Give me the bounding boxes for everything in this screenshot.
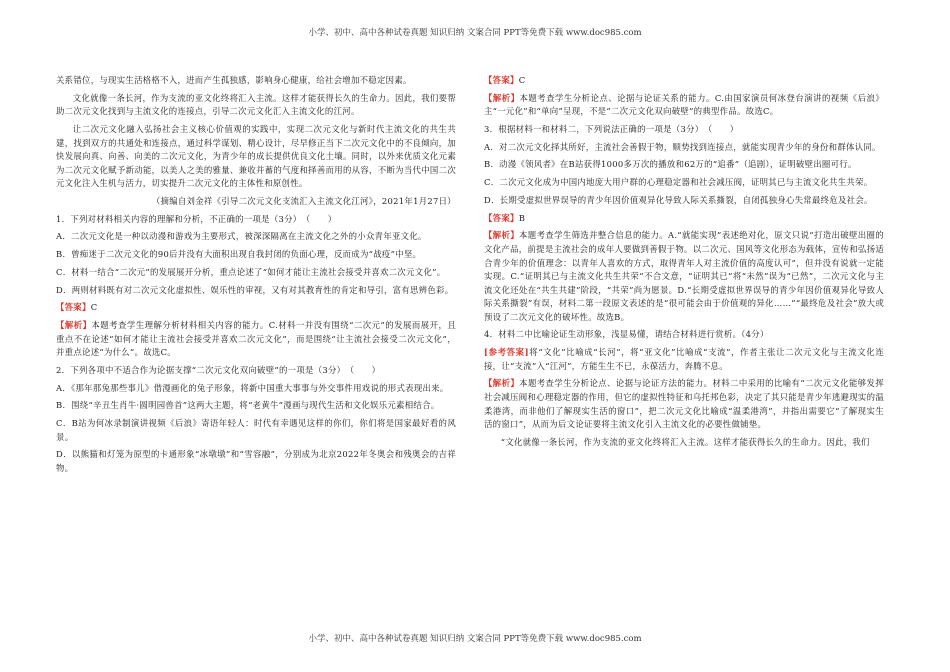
option-1a: A．二次元文化是一种以动漫和游戏为主要形式，被深深隔离在主流文化之外的小众青年亚文化。 — [56, 231, 427, 242]
option-2d: D．以熊猫和灯笼为原型的卡通形象“冰墩墩”和“雪容融”，分别成为北京2022年冬奥会和残奥会的吉祥物。 — [56, 449, 456, 473]
explanation-tag: 【解析】 — [484, 230, 520, 241]
right-column — [484, 74, 884, 454]
option-3a: A．对二次元文化择其所好，主流社会善假于物，顺势找到连接点，就能实现青少年的身份和群体认同。 — [484, 141, 881, 152]
passage-paragraph: 关系错位，与现实生活格格不入，进而产生孤独感，影响身心健康，给社会增加不稳定因素。 — [56, 75, 412, 85]
answer-tag: 【答案】 — [56, 302, 91, 313]
explanation-tag: 【解析】 — [484, 378, 520, 389]
answer-value: B — [518, 212, 526, 223]
option-3c: C．二次元文化成为中国内地庞大用户群的心理稳定器和社会减压阀，证明其已与主流文化共生共荣。 — [484, 177, 873, 188]
explanation-continued: “文化就像一条长河，作为支流的亚文化终将汇入主流。这样才能获得长久的生命力。因此，我们 — [500, 436, 870, 447]
answer-2 — [484, 74, 884, 88]
explanation-text: 本题考查学生分析论点、论据与论证方法的能力。材料二中采用的比喻有“二次元文化能够发挥社会减压阀和心理稳定器的作用，但它的虚拟性特征和乌托邦色彩，决定了其只能是青少年逃避现实的温柔港湾，而非他们了解现实生活的窗口”，把二次元文化比喻成“温柔港湾”，并指出需要它“了解现实生活的窗口”，从而为后文论证要将主流文化引入主流文化的必要性做铺垫。 — [484, 378, 884, 430]
answer-4 — [484, 346, 884, 373]
page-header: 小学、初中、高中各种试卷真题 知识归纳 文案合同 PPT等免费下载 www.doc985.com — [308, 28, 642, 38]
explanation-text: 本题考查学生理解分析材料相关内容的能力。C.材料一并没有围绕“二次元”的发展而展开，且重点不在论述“如何才能让主流社会接受并喜欢二次元文化”，而是围绕“让主流社会接受二次元文化”，并重点论述“为什么”。故选C。 — [56, 320, 456, 358]
question-3: 3．根据材料一和材料二，下列说法正确的一项是（3分） （ ） — [484, 124, 739, 135]
answer-value: C — [518, 75, 526, 85]
option-3d: D．长期受虚拟世界误导的青少年因价值观异化导致人际关系撕裂，自闭孤独身心失常最终危及社会。 — [484, 194, 873, 205]
question-2: 2．下列各项中不适合作为论据支撑“二次元文化双向破壁”的一项是（3分） （ ） — [56, 364, 381, 375]
answer-value: C — [90, 302, 98, 313]
answer-value: 将“文化”比喻成“长河”，将“亚文化”比喻成“支流”，作者主张让二次元文化与主流文化连接，让“支流”入“江河”，方能生生不已，永葆活力，奔腾不息。 — [484, 347, 884, 371]
explanation-3 — [484, 229, 884, 324]
explanation-1 — [56, 319, 456, 360]
source-citation: （摘编自刘金祥《引导二次元文化支流汇入主流文化江河》，2021年1月27日） — [151, 195, 456, 206]
page-footer: 小学、初中、高中各种试卷真题 知识归纳 文案合同 PPT等免费下载 www.doc985.com — [308, 634, 642, 644]
option-3b: B．动漫《领风者》在B站获得1000多万次的播放和62万的“追番”（追剧），证明破壁出圈可行。 — [484, 159, 857, 170]
question-4: 4．材料二中比喻论证生动形象，浅显易懂，请结合材料进行赏析。（4分） — [484, 329, 769, 340]
option-1d: D．两则材料既有对二次元文化虚拟性、娱乐性的审视，又有对其教育性的肯定和导引，富有思辨色彩。 — [56, 284, 454, 295]
option-1b: B．曾痴迷于二次元文化的90后并没有大面积出现自我封闭的负面心理，反而成为“战疫”中坚。 — [56, 249, 422, 260]
explanation-4 — [484, 377, 884, 431]
explanation-text: 本题考查学生分析论点、论据与论证关系的能力。C.由国家演员何冰登台演讲的视频《后浪》主“一元化”和“单向”呈现，不是“二次元文化双向破壁”的典型作品。故选C。 — [484, 92, 884, 117]
option-1c: C．材料一结合“二次元”的发展展开分析，重点论述了“如何才能让主流社会接受并喜欢二次元文化”。 — [56, 266, 446, 277]
option-2c: C．B站为何冰录制演讲视频《后浪》寄语年轻人：时代有幸遇见这样的你们，你们将是国家最好看的风景。 — [56, 418, 456, 442]
passage-paragraph: 文化就像一条长河，作为支流的亚文化终将汇入主流。这样才能获得长久的生命力。因此，我们要帮助二次元文化找到与主流文化的连接点，引导二次元文化汇入主流文化的江河。 — [56, 92, 456, 117]
option-2b: B．围绕“辛丑生肖牛·圆明园兽首”这两大主题，将“老黄牛”漫画与现代生活和文化娱乐元素相结合。 — [56, 400, 440, 411]
explanation-tag: 【解析】 — [484, 92, 520, 103]
question-1: 1．下列对材料相关内容的理解和分析，不正确的一项是（3分） （ ） — [56, 213, 337, 224]
explanation-tag: 【解析】 — [56, 320, 92, 331]
answer-tag: [参考答案] — [484, 347, 529, 358]
left-column — [56, 74, 456, 480]
answer-tag: 【答案】 — [484, 212, 519, 223]
answer-3 — [484, 212, 884, 226]
option-2a: A．《那年那兔那些事儿》借漫画化的兔子形象，将新中国重大事事与外交事件用戏说的形式表现出来。 — [56, 382, 449, 393]
explanation-2 — [484, 92, 884, 119]
answer-tag: 【答案】 — [484, 75, 519, 85]
explanation-text: 本题考查学生筛选并整合信息的能力。A.“就能实现”表述绝对化，原文只说“打造出破壁出圈的文化产品，前提是主流社会的成年人要做到善假于物。以二次元、国风等文化形态为载体，宣传和弘扬适合青少年的价值理念：以青年人喜欢的方式，取得青年人对主流价值的高度认可”，但并没有说就一定能实现。C.“证明其已与主流文化共生共荣”不合文意，“证明其已”将“未然”误为“已然”，二次元文化与主流文化还处在“共生共建”阶段，“共荣”尚为愿景。D.“长期受虚拟世界误导的青少年因价值观异化导致人际关系撕裂”有误，材料二第一段原文表述的是“很可能会由于价值观的异化……”“最终危及社会”放大或预设了二次元文化的破坏性。故选B。 — [484, 230, 884, 322]
answer-1 — [56, 301, 456, 315]
passage-paragraph: 让二次元文化融入弘扬社会主义核心价值观的实践中，实现二次元文化与新时代主流文化的共生共建，找到双方的共通处和连接点，通过科学谋划、精心设计，尽早修正当下二次元文化中的不良倾向，加快发展向真、向善、向美的二次元文化，为青少年的成长提供优良文化土壤。同时，以外来优质文化元素为二次元文化赋予新动能，以美人之美的雅量、兼收并蓄的气度和择善而用的从容，不断为当代中国二次元文化注入生机与活力，切实提升二次元文化的主体性和原创性。 — [56, 124, 456, 189]
